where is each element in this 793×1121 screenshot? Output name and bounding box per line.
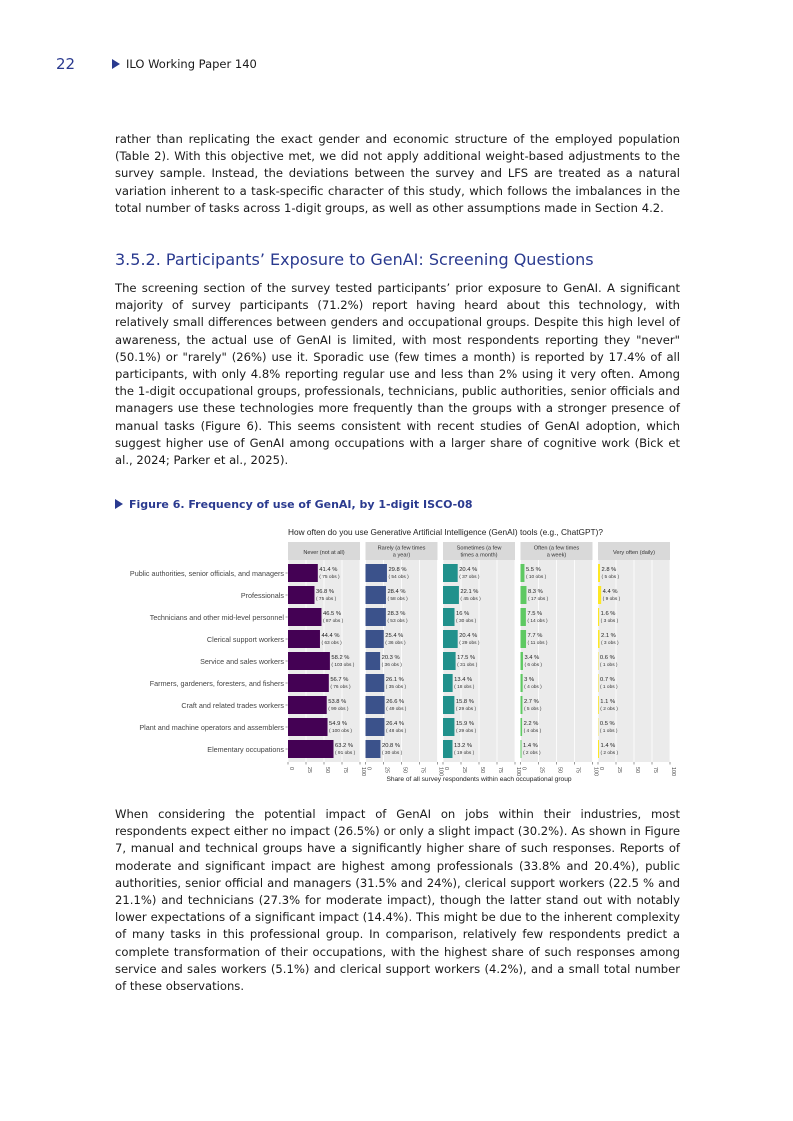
category-label: Clerical support workers [206,635,284,644]
obs-label: ( 9 obs ) [602,597,621,602]
category-label: Professionals [240,591,284,600]
category-label: Craft and related trades workers [181,701,284,710]
obs-label: ( 100 obs ) [329,729,352,734]
x-tick-label: 0 [288,767,294,770]
obs-label: ( 17 obs ) [527,597,549,602]
bar [366,586,386,604]
bar [366,740,381,758]
bar [521,564,525,582]
category-label: Service and sales workers [200,657,284,666]
data-label: 41.4 % [319,567,338,573]
obs-label: ( 19 obs ) [454,751,475,756]
data-label: 20.4 % [459,567,478,573]
x-tick-label: 75 [574,767,581,773]
data-label: 54.9 % [329,721,348,727]
obs-label: ( 1 obs ) [599,663,618,668]
obs-label: ( 30 obs ) [456,619,477,624]
bar [366,674,385,692]
data-label: 7.7 % [527,633,543,639]
bar [443,564,458,582]
obs-label: ( 91 obs ) [335,751,356,756]
bar [443,718,454,736]
x-tick-label: 25 [306,767,312,773]
obs-label: ( 53 obs ) [387,619,408,624]
bar [366,564,387,582]
obs-label: ( 48 obs ) [386,729,407,734]
bar [366,630,384,648]
bar [288,608,321,626]
data-label: 17.5 % [457,655,476,661]
x-tick-label: 50 [401,767,408,773]
data-label: 0.6 % [599,655,615,661]
data-label: 1.6 % [600,611,616,617]
obs-label: ( 3 obs ) [600,619,619,624]
x-tick-label: 100 [592,767,599,776]
data-label: 3 % [524,677,535,683]
figure-caption-text: Figure 6. Frequency of use of GenAI, by 1-digit ISCO-08 [129,498,473,511]
bar [598,608,599,626]
x-tick-label: 50 [556,767,563,773]
data-label: 26.4 % [386,721,405,727]
bar [598,740,599,758]
bar [443,630,458,648]
bar [443,652,456,670]
x-tick-label: 0 [365,767,372,770]
bar [521,740,522,758]
obs-label: ( 1 obs ) [600,685,618,690]
bar [443,586,459,604]
facet-strip-label: Often (a few times [533,545,580,552]
obs-label: ( 36 obs ) [381,663,402,668]
running-title: ILO Working Paper 140 [126,57,257,71]
data-label: 26.6 % [386,699,405,705]
obs-label: ( 18 obs ) [454,685,475,690]
page-number: 22 [56,55,76,73]
data-label: 15.9 % [455,721,475,727]
bar [288,718,328,736]
bar [366,718,385,736]
data-label: 7.5 % [527,611,543,617]
data-label: 63.2 % [335,743,354,749]
section-heading: 3.5.2. Participants’ Exposure to GenAI: Screening Questions [115,250,594,269]
obs-label: ( 3 obs ) [601,641,619,646]
bar [598,674,599,692]
x-tick-label: 0 [598,767,604,770]
x-tick-label: 100 [670,767,676,776]
obs-label: ( 99 obs ) [328,707,349,712]
obs-label: ( 1 obs ) [599,729,618,734]
obs-label: ( 5 obs ) [601,575,620,580]
obs-label: ( 6 obs ) [524,663,543,668]
obs-label: ( 2 obs ) [523,751,541,756]
obs-label: ( 58 obs ) [387,597,408,602]
data-label: 53.8 % [328,699,347,705]
data-label: 16 % [456,611,470,617]
data-label: 5.5 % [525,567,541,573]
bar [443,740,453,758]
x-axis-label: Share of all survey respondents within each occupational group [386,776,572,783]
data-label: 46.5 % [322,611,342,617]
obs-label: ( 30 obs ) [381,751,403,756]
facet-strip-label: Never (not at all) [303,550,345,556]
x-tick-label: 25 [461,767,467,773]
data-label: 28.3 % [387,611,406,617]
bar [288,586,314,604]
data-label: 58.2 % [331,655,350,661]
x-tick-label: 75 [497,767,503,773]
triangle-bullet-icon [112,59,120,69]
category-label: Farmers, gardeners, foresters, and fishers [149,679,284,688]
facet-strip-label: Very often (daily) [613,550,655,556]
obs-label: ( 49 obs ) [386,707,407,712]
obs-label: ( 35 obs ) [385,685,407,690]
bar [521,718,523,736]
obs-label: ( 2 obs ) [600,707,618,712]
data-label: 13.2 % [454,743,473,749]
x-tick-label: 75 [652,767,658,773]
paragraph-3: When considering the potential impact of GenAI on jobs within their industries, most respondents expect either no impact (26.5%) or only a slight impact (30.2%). As shown in Figure 7, manual and technical groups have a significantly higher share of such responses. Reports of moderate and significant impact are highest among professionals (33.8% and 20.4%), public authorities, senior official and managers (31.5% and 24%), clerical support workers (22.5 % and 21.1%) and technicians (27.3% for moderate impact), though the latter stand out with notably lower expectations of a significant impact (14.4%). This might be due to the inherent complexity of many tasks in this professional group. In comparison, relatively few respondents predict a complete transformation of their occupations, with the highest share of such responses among service and sales workers (5.1%) and clerical support workers (4.2%), and a small total number of these observations. [115,807,680,994]
bar [366,652,381,670]
frequency-of-use-chart [110,520,690,783]
data-label: 3.4 % [524,655,540,661]
bar [366,696,385,714]
obs-label: ( 4 obs ) [523,729,542,734]
running-header [112,57,257,71]
facet-strip-label: Rarely (a few times [377,545,426,552]
data-label: 22.1 % [460,589,479,595]
obs-label: ( 31 obs ) [457,663,478,668]
triangle-bullet-icon [115,499,123,509]
data-label: 44.4 % [321,633,340,639]
data-label: 26.1 % [385,677,404,683]
data-label: 2.8 % [601,567,617,573]
bar [598,630,600,648]
obs-label: ( 54 obs ) [388,575,409,580]
paragraph-1: rather than replicating the exact gender and economic structure of the employed population (Table 2). With this objective met, we did not apply additional weight-based adjustments to the survey sample. Instead, the deviations between the survey and LFS are treated as a natural variation inherent to a task-specific character of this study, which follows the imbalances in the total number of tasks across 1-digit groups, as well as other assumptions made in Section 4.2. [115,132,680,215]
facet-strip-label: times a month) [460,552,498,559]
data-label: 20.4 % [459,633,478,639]
bar [288,696,327,714]
data-label: 0.5 % [599,721,615,727]
obs-label: ( 103 obs ) [331,663,355,668]
bar [598,564,600,582]
bar [521,608,526,626]
chart-title: How often do you use Generative Artificial Intelligence (GenAI) tools (e.g., ChatGPT)? [288,527,603,537]
data-label: 1.1 % [600,699,616,705]
obs-label: ( 36 obs ) [385,641,406,646]
bar [521,696,523,714]
obs-label: ( 2 obs ) [600,751,619,756]
data-label: 20.3 % [381,655,400,661]
obs-label: ( 29 obs ) [455,729,477,734]
category-label: Technicians and other mid-level personnel [149,613,284,622]
x-tick-label: 25 [538,767,545,773]
bar [366,608,386,626]
obs-label: ( 10 obs ) [525,575,547,580]
obs-label: ( 11 obs ) [527,641,548,646]
data-label: 25.4 % [385,633,404,639]
bar [288,630,320,648]
data-label: 20.8 % [381,743,401,749]
bar [521,652,523,670]
x-tick-label: 0 [520,767,527,770]
bar [598,586,601,604]
data-label: 2.1 % [601,633,616,639]
obs-label: ( 29 obs ) [459,641,480,646]
bar [288,740,334,758]
obs-label: ( 87 obs ) [322,619,344,624]
bar [443,674,453,692]
obs-label: ( 14 obs ) [527,619,548,624]
data-label: 29.8 % [388,567,407,573]
x-tick-label: 25 [616,767,622,773]
category-label: Public authorities, senior officials, and managers [129,569,284,578]
data-label: 1.4 % [600,743,616,749]
obs-label: ( 37 obs ) [459,575,480,580]
facet-strip-label: a week) [546,552,567,559]
x-tick-label: 50 [479,767,485,773]
data-label: 28.4 % [387,589,406,595]
paragraph-2: The screening section of the survey tested participants’ prior exposure to GenAI. A significant majority of survey participants (71.2%) report having heard about this technology, with relatively small differences between genders and occupational groups. Despite this high level of awareness, the actual use of GenAI is limited, with most respondents reporting they "never" (50.1%) or "rarely" (26%) use it. Sporadic use (few times a month) is reported by 17.4% of all participants, with only 4.8% reporting regular use and less than 2% using it very often. Among the 1-digit occupational groups, professionals, technicians, public authorities, senior officials and managers use these technologies more frequently than the groups with a stronger presence of manual tasks (Figure 6). This seems consistent with recent studies of GenAI adoption, which suggest higher use of GenAI among occupations with a larger share of cognitive work (Bick et al., 2024; Parker et al., 2025). [115,281,680,468]
x-tick-label: 50 [634,767,640,773]
obs-label: ( 29 obs ) [455,707,477,712]
obs-label: ( 5 obs ) [523,707,542,712]
x-tick-label: 50 [324,767,330,773]
x-tick-label: 100 [437,767,444,776]
obs-label: ( 45 obs ) [460,597,481,602]
data-label: 2.2 % [523,721,539,727]
bar [598,696,599,714]
x-tick-label: 100 [360,767,366,776]
x-tick-label: 75 [419,767,426,773]
data-label: 56.7 % [330,677,349,683]
obs-label: ( 75 obs ) [315,597,337,602]
bar [443,696,454,714]
facet-strip-label: a year) [392,552,411,559]
data-label: 36.8 % [315,589,335,595]
bar [521,674,523,692]
facet-strip-label: Sometimes (a few [456,545,502,552]
bar [521,586,527,604]
data-label: 13.4 % [454,677,473,683]
data-label: 15.8 % [455,699,474,705]
obs-label: ( 75 obs ) [319,575,340,580]
obs-label: ( 76 obs ) [330,685,351,690]
bar [288,564,318,582]
x-tick-label: 25 [383,767,390,773]
bar [288,652,330,670]
data-label: 1.4 % [523,743,538,749]
obs-label: ( 63 obs ) [321,641,342,646]
data-label: 0.7 % [600,677,615,683]
figure-caption [115,498,473,511]
data-label: 2.7 % [523,699,539,705]
category-label: Elementary occupations [207,745,284,754]
category-label: Plant and machine operators and assemblers [139,723,284,732]
x-tick-label: 100 [515,767,521,776]
data-label: 8.3 % [527,589,543,595]
data-label: 4.4 % [602,589,618,595]
bar [443,608,455,626]
bar [521,630,527,648]
x-tick-label: 75 [342,767,348,773]
bar [288,674,329,692]
obs-label: ( 4 obs ) [524,685,542,690]
x-tick-label: 0 [443,767,449,770]
